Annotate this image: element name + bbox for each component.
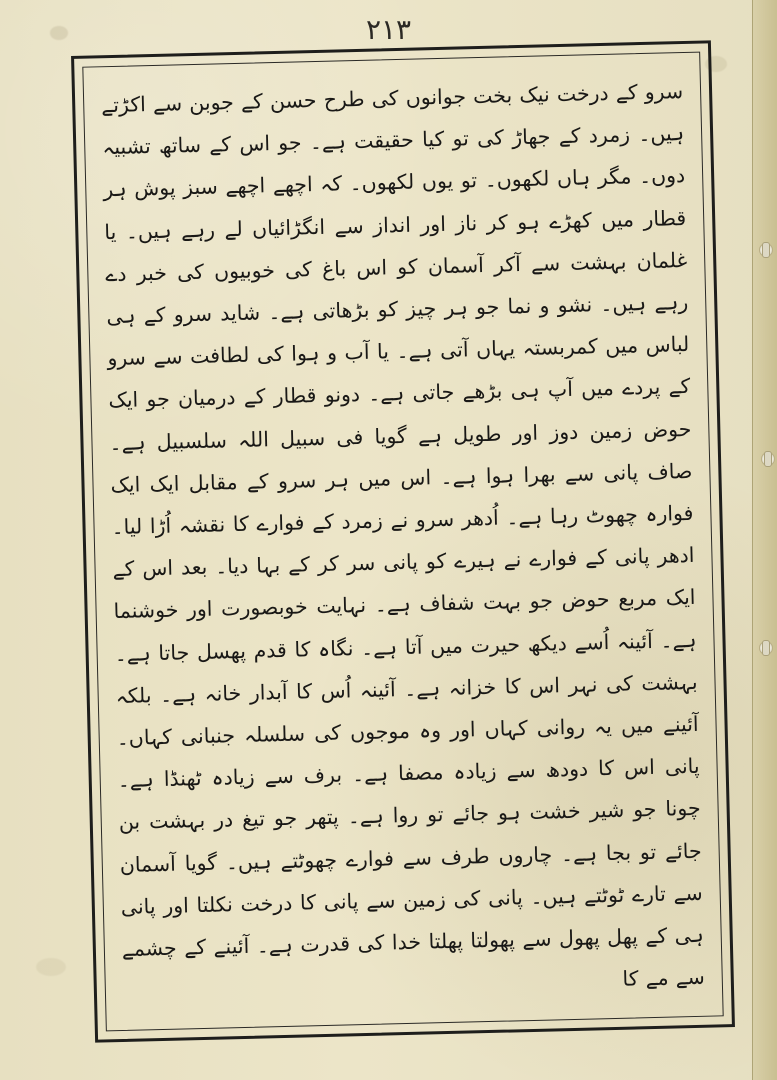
page-number: ۲۱۳ <box>365 13 412 46</box>
binding-thread-top <box>762 242 770 258</box>
text-frame <box>71 40 735 1042</box>
binding-thread-bottom <box>762 640 770 656</box>
paper-stain <box>36 958 66 976</box>
binding-thread-middle <box>764 451 772 467</box>
urdu-body-text: سرو کے درخت نیک بخت جوانوں کی طرح حسن کے جوبن سے اکڑتے ہیں۔ زمرد کے جھاڑ کی تو کیا حقیقت ہے۔ جو اس کے ساتھ تشبیہ دوں۔ مگر ہاں لکھوں۔ تو یوں لکھوں۔ کہ اچھے اچھے سبز پوش ہر قطار میں کھڑے ہو کر ناز اور انداز سے انگڑائیاں لے رہے ہیں۔ یا غلمان بہشت سے آکر آسمان کو اس باغ کی خوبیوں کی خبر دے رہے ہیں۔ نشو و نما جو ہر چیز کو بڑھاتی ہے۔ شاید سرو کے ہی لباس میں کمربستہ یہاں آتی ہے۔ یا آب و ہوا کی لطافت سے سرو کے پردے میں آپ ہی بڑھے جاتی ہے۔ دونو قطار کے درمیان جو ایک حوض زمین دوز اور طویل ہے گویا فی سبیل اللہ سلسبیل ہے۔ صاف پانی سے بھرا ہوا ہے۔ اس میں ہر سرو کے مقابل ایک ایک فوارہ چھوٹ رہا ہے۔ اُدھر سرو نے زمرد کے فوارے کا نقشہ اُڑا لیا۔ ادھر پانی کے فوارے نے ہیرے کو پانی سر کر کے بہا دیا۔ بعد اس کے ایک مربع حوض جو بہت شفاف ہے۔ نہایت خوبصورت اور خوشنما ہے۔ آئینہ اُسے دیکھ حیرت میں آتا ہے۔ نگاہ کا قدم پھسل جاتا ہے۔ بہشت کی نہر اس کا خزانہ ہے۔ آئینہ اُس کا آبدار خانہ ہے۔ بلکہ آئینے میں یہ روانی کہاں اور وہ موجوں کی سلسلہ جنبانی کہاں۔ پانی اس کا دودھ سے زیادہ مصفا ہے۔ برف سے زیادہ ٹھنڈا ہے۔ چونا جو شیر خشت ہو جائے تو روا ہے۔ پتھر جو تیغ در بہشت بن جائے تو بجا ہے۔ چاروں طرف سے فوارے چھوٹتے ہیں۔ گویا آسمان سے تارے ٹوٹتے ہیں۔ پانی کی زمین سے پانی کا درخت نکلتا اور پانی ہی کے پھل پھول سے پھولتا پھلتا خدا کی قدرت ہے۔ آئینے کے چشمے سے مے کا <box>100 79 706 992</box>
book-gutter-edge <box>752 0 777 1080</box>
